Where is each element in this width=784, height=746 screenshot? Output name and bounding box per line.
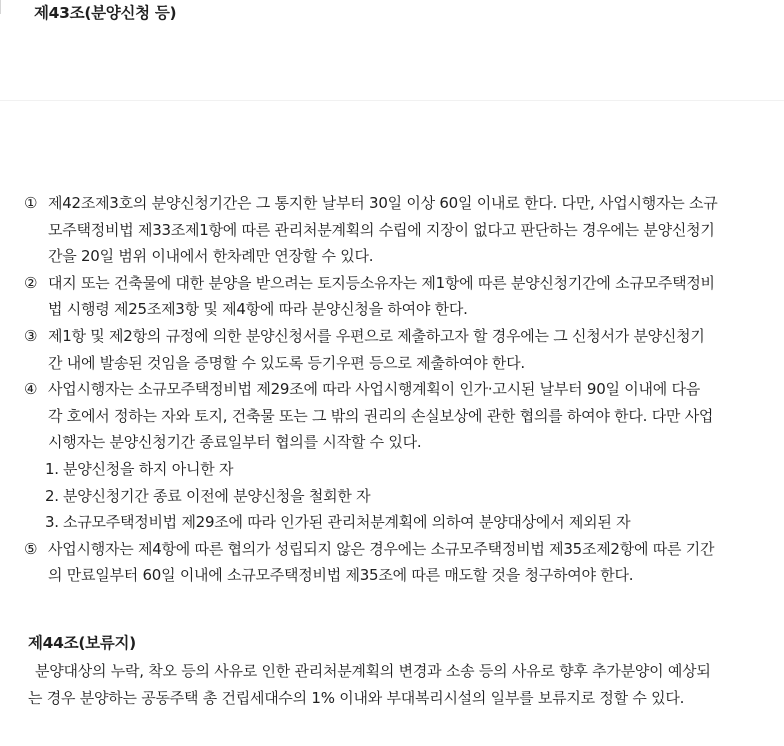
paragraph-text: 사업시행자는 제4항에 따른 협의가 성립되지 않은 경우에는 소규모주택정비법 제35조제2항에 따른 기간의 만료일부터 60일 이내에 소규모주택정비법 제35조에 따른 매도할 것을 청구하여야 한다. — [48, 539, 715, 585]
item-number: 3. — [45, 513, 59, 532]
paragraph-number: ② — [24, 273, 38, 292]
page-title: 제43조(분양신청 등) — [34, 4, 177, 22]
paragraph-text: 사업시행자는 소규모주택정비법 제29조에 따라 사업시행계획이 인가·고시된 날부터 90일 이내에 다음 각 호에서 정하는 자와 토지, 건축물 또는 그 밖의 권리의 손실보상에 관한 협의를 하여야 한다. 다만 사업시행자는 분양신청기간 종료일부터 협의를 시작할 수 있다. — [48, 380, 714, 452]
paragraph-2 — [0, 270, 784, 323]
header-divider — [0, 100, 784, 101]
paragraph-number: ① — [24, 194, 38, 212]
paragraph-3 — [0, 323, 784, 376]
paragraph-number: ③ — [24, 326, 38, 345]
paragraph-text: 대지 또는 건축물에 대한 분양을 받으려는 토지등소유자는 제1항에 따른 분양신청기간에 소규모주택정비법 시행령 제25조제3항 및 제4항에 따라 분양신청을 하여야 한다. — [48, 273, 715, 319]
paragraph-5 — [0, 536, 784, 589]
item-text: 분양신청을 하지 아니한 자 — [63, 459, 234, 478]
paragraph-4 — [0, 376, 784, 456]
paragraph-text: 제42조제3호의 분양신청기간은 그 통지한 날부터 30일 이상 60일 이내로 한다. 다만, 사업시행자는 소규모주택정비법 제33조제1항에 따른 관리처분계획의 수립에 지장이 없다고 판단하는 경우에는 분양신청기간을 20일 범위 이내에서 한차례만 연장할 수 있다. — [48, 194, 718, 266]
item-number: 1. — [45, 459, 59, 478]
article-44-title: 제44조(보류지) — [28, 634, 136, 652]
paragraph-1 — [0, 190, 784, 270]
item-number: 2. — [45, 486, 59, 505]
article-43-body — [0, 190, 784, 589]
item-text: 소규모주택정비법 제29조에 따라 인가된 관리처분계획에 의하여 분양대상에서 제외된 자 — [63, 513, 631, 532]
item-2 — [0, 483, 784, 510]
paragraph-text: 제1항 및 제2항의 규정에 의한 분양신청서를 우편으로 제출하고자 할 경우에는 그 신청서가 분양신청기간 내에 발송된 것임을 증명할 수 있도록 등기우편 등으로 제출하여야 한다. — [48, 326, 705, 372]
window-edge — [0, 0, 5, 14]
article-44-body: 분양대상의 누락, 착오 등의 사유로 인한 관리처분계획의 변경과 소송 등의 사유로 향후 추가분양이 예상되는 경우 분양하는 공동주택 총 건립세대수의 1% 이내와 부대복리시설의 일부를 보류지로 정할 수 있다. — [28, 662, 711, 707]
item-1 — [0, 456, 784, 483]
paragraph-number: ⑤ — [24, 539, 38, 558]
item-3 — [0, 509, 784, 536]
item-text: 분양신청기간 종료 이전에 분양신청을 철회한 자 — [63, 486, 371, 505]
paragraph-number: ④ — [24, 380, 38, 399]
